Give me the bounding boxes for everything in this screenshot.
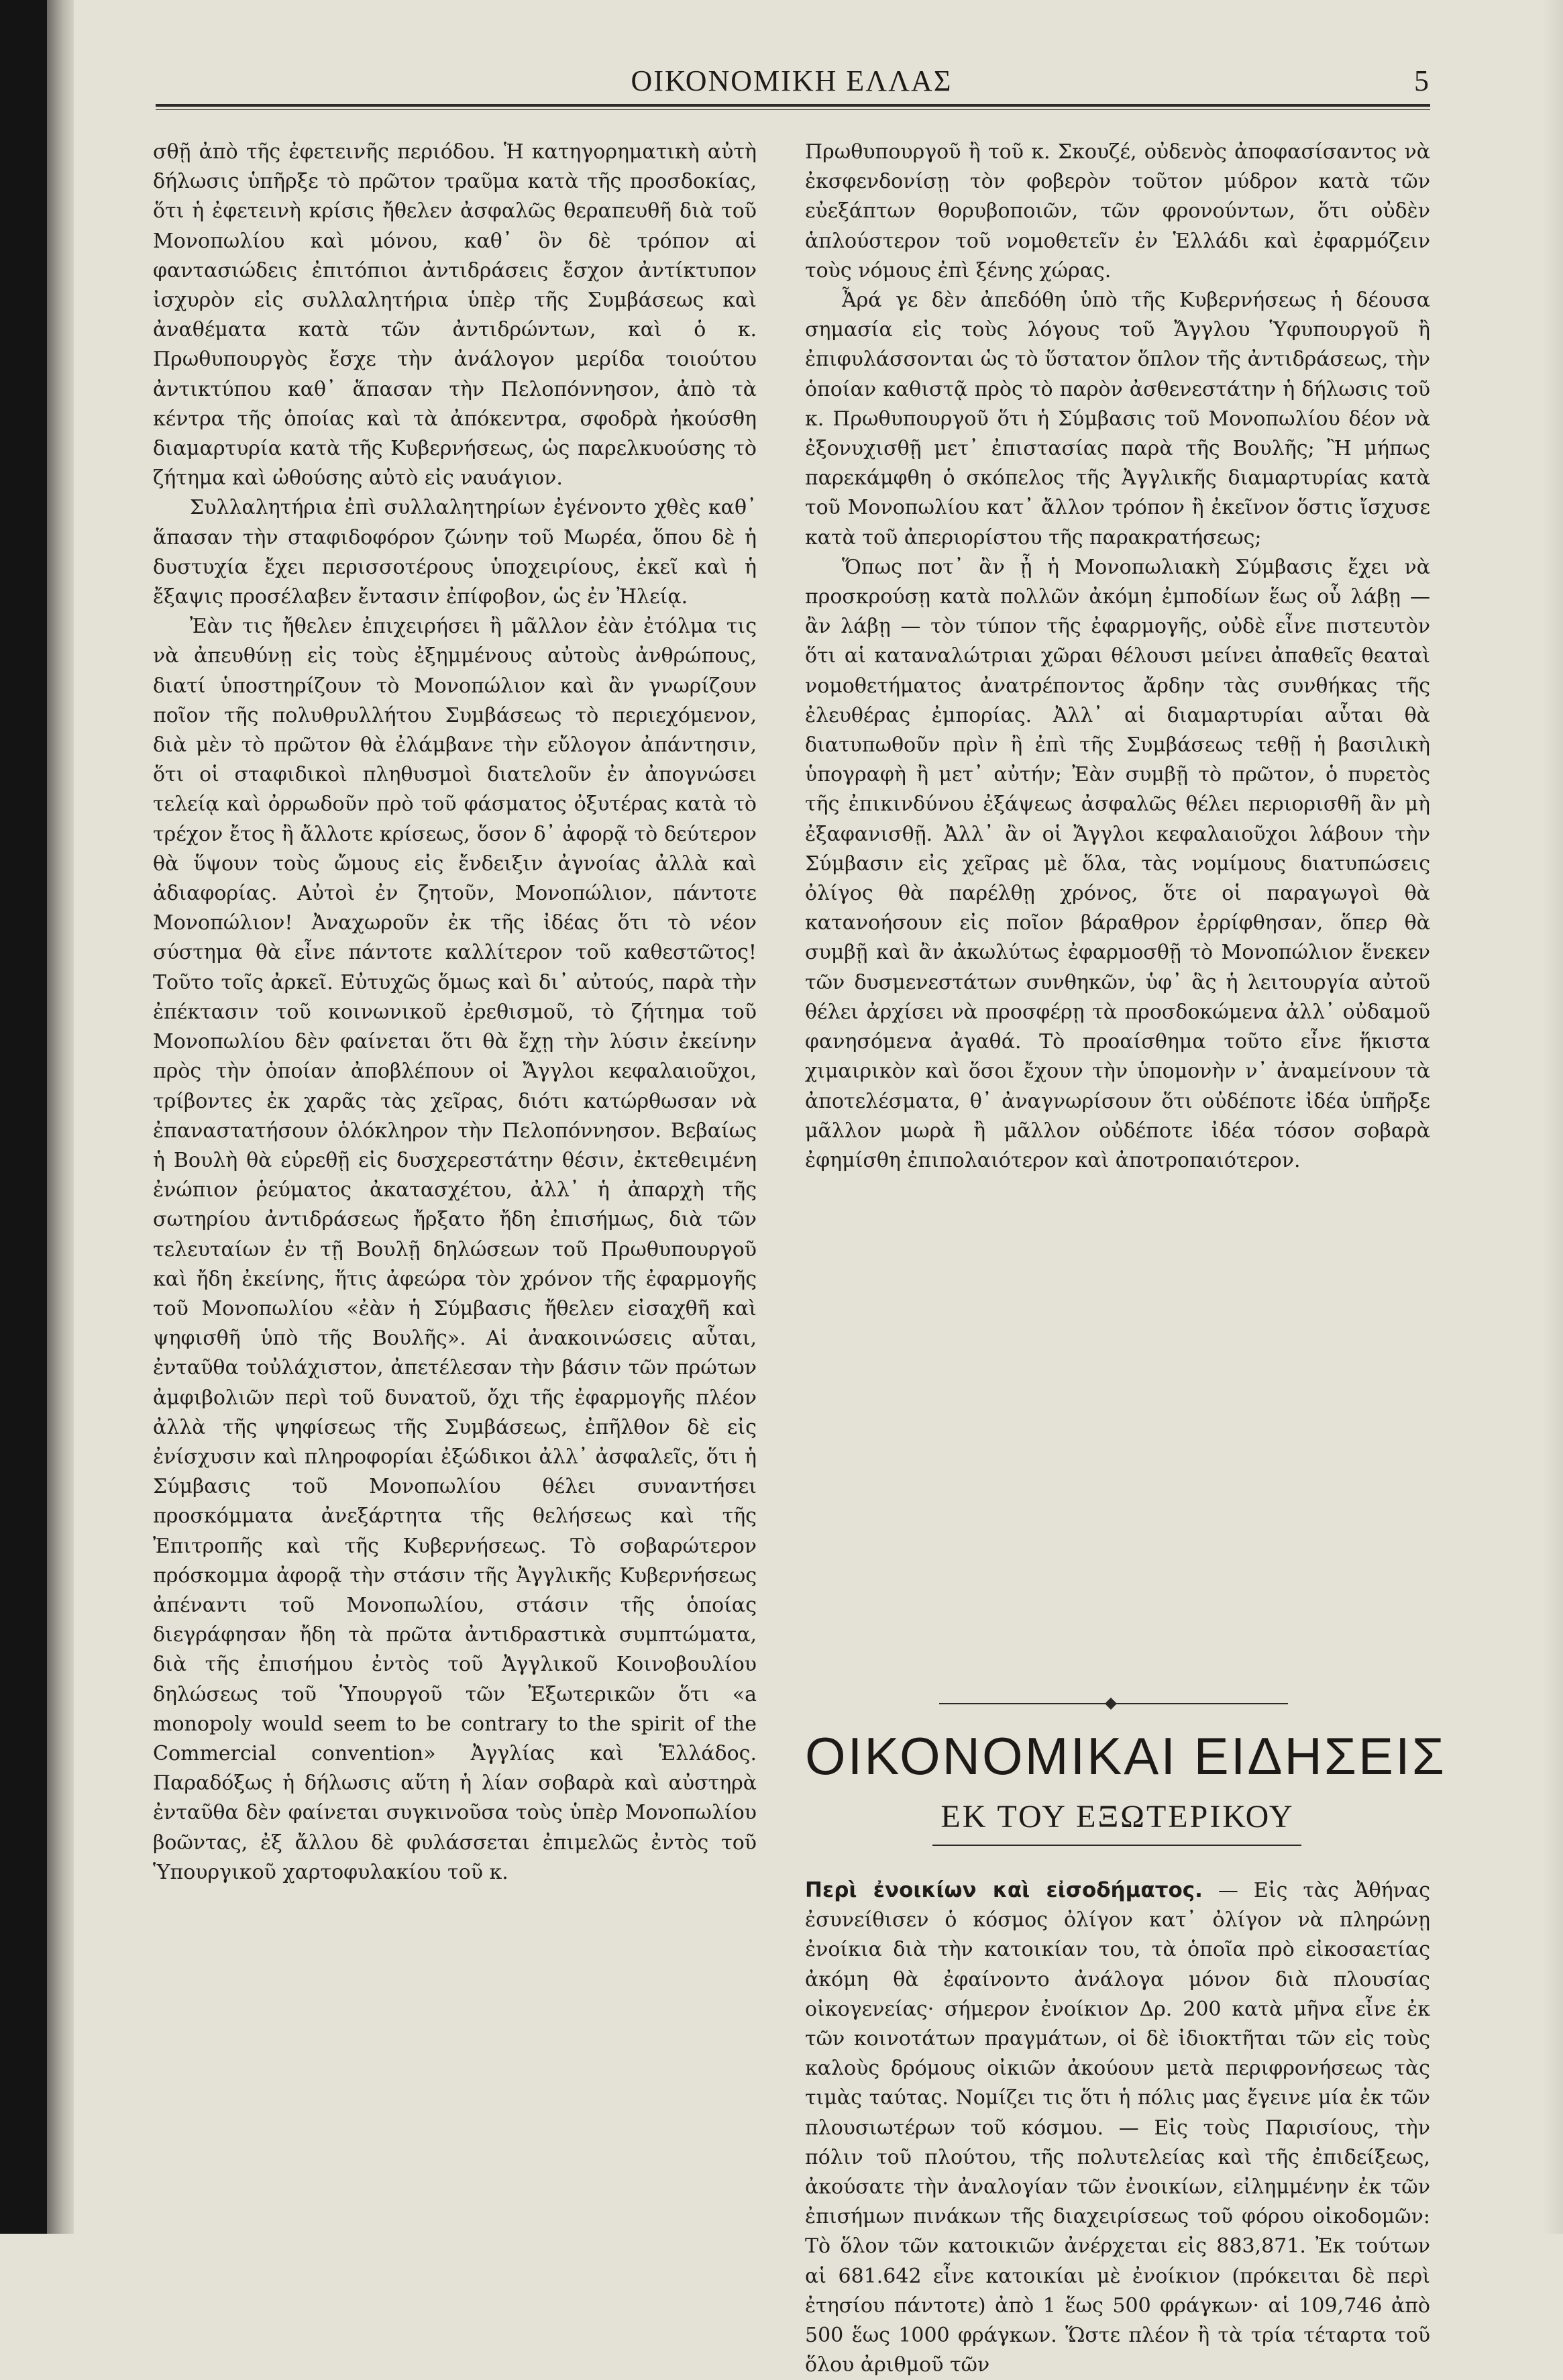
header-rule-thin: [156, 109, 1430, 110]
book-binding-shadow: [0, 0, 47, 2234]
subtitle-rule: [932, 1845, 1301, 1846]
right-paragraph-1: Πρωθυπουργοῦ ἢ τοῦ κ. Σκουζέ, οὐδενὸς ἀποφασίσαντος νὰ ἐκσφενδονίσῃ τὸν φοβερὸν τοῦτον μύδρον κατὰ τῶν εὐεξάπτων θορυβοποιῶν, τῶν φρονούντων, ὅτι οὐδὲν ἁπλούστερον τοῦ νομοθετεῖν ἐν Ἑλλάδι καὶ ἐφαρμόζειν τοὺς νόμους ἐπὶ ξένης χώρας.: [805, 140, 1430, 282]
diamond-ornament-icon: [1105, 1698, 1117, 1710]
page-gutter: [47, 0, 74, 2234]
left-paragraph-3: Ἐὰν τις ἤθελεν ἐπιχειρήσει ἢ μᾶλλον ἐὰν ἐτόλμα τις νὰ ἀπευθύνῃ εἰς τοὺς ἐξημμένους αὐτοὺς ἀνθρώπους, διατί ὑποστηρίζουν τὸ Μονοπώλιον καὶ ἂν γνωρίζουν ποῖον τῆς πολυθρυλλήτου Συμβάσεως τὸ περιεχόμενον, διὰ μὲν τὸ πρῶτον θὰ ἐλάμβανε τὴν εὔλογον ἀπάντησιν, ὅτι οἱ σταφιδικοὶ πληθυσμοὶ διατελοῦν ἐν ἀπογνώσει τελείᾳ καὶ ὀρρωδοῦν πρὸ τοῦ φάσματος ὀξυτέρας κατὰ τὸ τρέχον ἔτος ἢ ἄλλοτε κρίσεως, ὅσον δ᾿ ἀφορᾷ τὸ δεύτερον θὰ ὕψουν τοὺς ὤμους εἰς ἔνδειξιν ἀγνοίας ἀλλὰ καὶ ἀδιαφορίας. Αὐτοὶ ἐν ζητοῦν, Μονοπώλιον, πάντοτε Μονοπώλιον! Ἀναχωροῦν ἐκ τῆς ἰδέας ὅτι τὸ νέον σύστημα θὰ εἶνε πάντοτε καλλίτερον τοῦ καθεστῶτος! Τοῦτο τοῖς ἀρκεῖ. Εὐτυχῶς ὅμως καὶ δι᾿ αὐτούς, παρὰ τὴν ἐπέκτασιν τοῦ κοινωνικοῦ ἐρεθισμοῦ, τὸ ζήτημα τοῦ Μονοπωλίου δὲν φαίνεται ὅτι θὰ ἔχῃ τὴν λύσιν ἐκείνην πρὸς τὴν ὁποίαν ἀποβλέπουν οἱ Ἄγγλοι κεφαλαιοῦχοι, τρίβοντες ἐκ χαρᾶς τὰς χεῖρας, διότι κατώρθωσαν νὰ ἐπαναστατήσουν ὁλόκληρον τὴν Πελοπόννησον. Βεβαίως ἡ Βουλὴ θὰ εὑρεθῇ εἰς δυσχερεστάτην θέσιν, ἐκτεθειμένη ἐνώπιον ῥεύματος ἀκατασχέτου, ἀλλ᾿ ἡ ἀπαρχὴ τῆς σωτηρίου ἀντιδράσεως ἤρξατο ἤδη ἐπισήμως, διὰ τῶν τελευταίων ἐν τῇ Βουλῇ δηλώσεων τοῦ Πρωθυπουργοῦ καὶ ἤδη ἐκείνης, ἥτις ἀφεώρα τὸν χρόνον τῆς ἐφαρμογῆς τοῦ Μονοπωλίου «ἐὰν ἡ Σύμβασις ἤθελεν εἰσαχθῆ καὶ ψηφισθῆ ὑπὸ τῆς Βουλῆς». Αἱ ἀνακοινώσεις αὗται, ἐνταῦθα τοὐλάχιστον, ἀπετέλεσαν τὴν βάσιν τῶν πρώτων ἀμφιβολιῶν περὶ τοῦ δυνατοῦ, ὄχι τῆς ἐφαρμογῆς πλέον ἀλλὰ τῆς ψηφίσεως τῆς Συμβάσεως, ἐπῆλθον δὲ εἰς ἐνίσχυσιν καὶ πληροφορίαι ἐξώδικοι ἀλλ᾿ ἀσφαλεῖς, ὅτι ἡ Σύμβασις τοῦ Μονοπωλίου θέλει συναντήσει προσκόμματα ἀνεξάρτητα τῆς θελήσεως καὶ τῆς Ἐπιτροπῆς καὶ τῆς Κυβερνήσεως. Τὸ σοβαρώτερον πρόσκομμα ἀφορᾷ τὴν στάσιν τῆς Ἀγγλικῆς Κυβερνήσεως ἀπέναντι τοῦ Μονοπωλίου, στάσιν τῆς ὁποίας διεγράφησαν ἤδη τὰ πρῶτα ἀντιδραστικὰ συμπτώματα, διὰ τῆς ἐπισήμου ἐντὸς τοῦ Ἀγγλικοῦ Κοινοβουλίου δηλώσεως τοῦ Ὑπουργοῦ τῶν Ἐξωτερικῶν ὅτι «a monopoly would seem to be contrary to the spirit of the Commercial convention» Ἀγγλίας καὶ Ἑλλάδος. Παραδόξως ἡ δήλωσις αὕτη ἡ λίαν σοβαρὰ καὶ αὐστηρὰ ἐνταῦθα δὲν φαίνεται συγκινοῦσα τοὺς ὑπὲρ Μονοπωλίου βοῶντας, ἐξ ἄλλου δὲ φυλάσσεται ἐπιμελῶς ἐντὸς τοῦ Ὑπουργικοῦ χαρτοφυλακίου τοῦ κ.: [153, 615, 757, 1884]
page-number: 5: [1414, 64, 1429, 97]
news-section-title: ΟΙΚΟΝΟΜΙΚΑΙ ΕΙΔΗΣΕΙΣ: [805, 1726, 1446, 1786]
header-rule: [156, 104, 1430, 107]
news-item-paragraph: [805, 1875, 1430, 2380]
left-paragraph-2: Συλλαλητήρια ἐπὶ συλλαλητηρίων ἐγένοντο χθὲς καθ᾿ ἅπασαν τὴν σταφιδοφόρον ζώνην τοῦ Μωρέα, ὅπου δὲ ἡ δυστυχία ἔχει περισσοτέρους ὑποχειρίους, ἐκεῖ καὶ ἡ ἔξαψις προσέλαβεν ἔντασιν ἐπίφοβον, ὡς ἐν Ἠλείᾳ.: [153, 496, 757, 609]
page-edge: [1543, 0, 1563, 2234]
right-paragraph-2: Ἆρά γε δὲν ἀπεδόθη ὑπὸ τῆς Κυβερνήσεως ἡ δέουσα σημασία εἰς τοὺς λόγους τοῦ Ἄγγλου Ὑφυπουργοῦ ἢ ἐπιφυλάσσονται ὡς τὸ ὕστατον ὅπλον τῆς ἀντιδράσεως, τὴν ὁποίαν καθιστᾷ πρὸς τὸ παρὸν ἀσθενεστάτην ἡ δήλωσις τοῦ κ. Πρωθυπουργοῦ ὅτι ἡ Σύμβασις τοῦ Μονοπωλίου δέον νὰ ἐξονυχισθῇ μετ᾿ ἐπιστασίας παρὰ τῆς Βουλῆς; Ἢ μήπως παρεκάμφθη ὁ σκόπελος τῆς Ἀγγλικῆς διαμαρτυρίας κατὰ τοῦ Μονοπωλίου κατ᾿ ἄλλον τρόπον ἢ ἐκεῖνον ὅστις ἴσχυσε κατὰ τοῦ ἀπεριορίστου τῆς παρακρατήσεως;: [805, 289, 1430, 550]
news-item-heading: Περὶ ἐνοικίων καὶ εἰσοδήματος.: [805, 1878, 1203, 1902]
news-item: [805, 1875, 1430, 2380]
running-head: ΟΙΚΟΝΟΜΙΚΗ ΕΛΛΑΣ: [631, 64, 953, 97]
right-paragraph-3: Ὅπως ποτ᾿ ἂν ᾖ ἡ Μονοπωλιακὴ Σύμβασις ἔχει νὰ προσκρούσῃ κατὰ πολλῶν ἀκόμη ἐμποδίων ἕως οὗ λάβῃ — ἂν λάβῃ — τὸν τύπον τῆς ἐφαρμογῆς, οὐδὲ εἶνε πιστευτὸν ὅτι αἱ καταναλώτριαι χῶραι θέλουσι μείνει ἀπαθεῖς θεαταὶ νομοθετήματος ἀνατρέποντος ἄρδην τὰς συνθήκας τῆς ἐλευθέρας ἐμπορίας. Ἀλλ᾿ αἱ διαμαρτυρίαι αὗται θὰ διατυπωθοῦν πρὶν ἢ ἐπὶ τῆς Συμβάσεως τεθῇ ἡ βασιλικὴ ὑπογραφὴ ἢ μετ᾿ αὐτήν; Ἐὰν συμβῇ τὸ πρῶτον, ὁ πυρετὸς τῆς ἐπικινδύνου ἐξάψεως ἀσφαλῶς θέλει περιορισθῆ ἂν μὴ ἐξαφανισθῇ. Ἀλλ᾿ ἂν οἱ Ἄγγλοι κεφαλαιοῦχοι λάβουν τὴν Σύμβασιν εἰς χεῖρας μὲ ὅλα, τὰς νομίμους διατυπώσεις ὀλίγος θὰ παρέλθῃ χρόνος, ὅτε οἱ παραγωγοὶ θὰ κατανοήσουν εἰς ποῖον βάραθρον ἐρρίφθησαν, ὅπερ θὰ συμβῇ καὶ ἂν ἀκωλύτως ἐφαρμοσθῇ τὸ Μονοπώλιον ἕνεκεν τῶν δυσμενεστάτων συνθηκῶν, ὑφ᾿ ἃς ἡ λειτουργία αὐτοῦ θέλει ἀρχίσει νὰ προσφέρῃ τὰ προσδοκώμενα ἀλλ᾿ οὐδαμοῦ φανησόμενα ἀγαθά. Τὸ προαίσθημα τοῦτο εἶνε ἥκιστα χιμαιρικὸν καὶ ὅσοι ἔχουν τὴν ὑπομονὴν ν᾿ ἀναμείνουν τὰ ἀποτελέσματα, θ᾿ ἀναγνωρίσουν ὅτι οὐδέποτε ἰδέα ὑπῆρξε μᾶλλον μωρὰ ἢ μᾶλλον οὐδέποτε ἰδέα τόσον σοβαρὰ ἐφημίσθη ἐπιπολαιότερον καὶ ἀποτροπαιότερον.: [805, 555, 1430, 1172]
left-column: [153, 138, 757, 1887]
left-paragraph-1: σθῇ ἀπὸ τῆς ἐφετεινῆς περιόδου. Ἡ κατηγορηματικὴ αὐτὴ δήλωσις ὑπῆρξε τὸ πρῶτον τραῦμα κατὰ τῆς προσδοκίας, ὅτι ἡ ἐφετεινὴ κρίσις ἤθελεν ἀσφαλῶς θεραπευθῆ διὰ τοῦ Μονοπωλίου καὶ μόνου, καθ᾿ ὃν δὲ τρόπον αἱ φαντασιώδεις ἐπιτόπιοι ἀντιδράσεις ἔσχον ἀντίκτυπον ἰσχυρὸν εἰς συλλαλητήρια ὑπὲρ τῆς Συμβάσεως καὶ ἀναθέματα κατὰ τῶν ἀντιδρώντων, καὶ ὁ κ. Πρωθυπουργὸς ἔσχε τὴν ἀνάλογον μερίδα τοιούτου ἀντικτύπου καθ᾿ ἅπασαν τὴν Πελοπόννησον, ἀπὸ τὰ κέντρα τῆς ὁποίας καὶ τὰ ἀπόκεντρα, σφοδρὰ ἠκούσθη διαμαρτυρία κατὰ τῆς Κυβερνήσεως, ὡς παρελκυούσης τὸ ζήτημα καὶ ὠθούσης αὐτὸ εἰς ναυάγιον.: [153, 140, 757, 490]
right-column: [805, 138, 1430, 1176]
news-item-text: — Εἰς τὰς Ἀθήνας ἐσυνείθισεν ὁ κόσμος ὀλίγον κατ᾿ ὀλίγον νὰ πληρώνῃ ἐνοίκια διὰ τὴν κατοικίαν του, τὰ ὁποῖα πρὸ εἰκοσαετίας ἀκόμη θὰ ἐφαίνοντο ἀνάλογα μόνον διὰ πλουσίας οἰκογενείας· σήμερον ἐνοίκιον Δρ. 200 κατὰ μῆνα εἶνε ἐκ τῶν κοινοτάτων πραγμάτων, οἱ δὲ ἰδιοκτῆται τῶν εἰς τοὺς καλοὺς δρόμους οἰκιῶν ἀκούουν μετὰ περιφρονήσεως τὰς τιμὰς ταύτας. Νομίζει τις ὅτι ἡ πόλις μας ἔγεινε μία ἐκ τῶν πλουσιωτέρων τοῦ κόσμου. — Εἰς τοὺς Παρισίους, τὴν πόλιν τοῦ πλούτου, τῆς πολυτελείας καὶ τῆς ἐπιδείξεως, ἀκούσατε τὴν ἀναλογίαν τῶν ἐνοικίων, εἰλημμένην ἐκ τῶν ἐπισήμων πινάκων τῆς διαχειρίσεως τοῦ φόρου οἰκοδομῶν: Τὸ ὅλον τῶν κατοικιῶν ἀνέρχεται εἰς 883,871. Ἐκ τούτων αἱ 681.642 εἶνε κατοικίαι μὲ ἐνοίκιον (πρόκειται δὲ περὶ ἐτησίου πάντοτε) ἀπὸ 1 ἕως 500 φράγκων· αἱ 109,746 ἀπὸ 500 ἕως 1000 φράγκων. Ὥστε πλέον ἢ τὰ τρία τέταρτα τοῦ ὅλου ἀριθμοῦ τῶν: [805, 1879, 1430, 2377]
news-section-subtitle: ΕΚ ΤΟΥ ΕΞΩΤΕΡΙΚΟΥ: [940, 1799, 1295, 1834]
